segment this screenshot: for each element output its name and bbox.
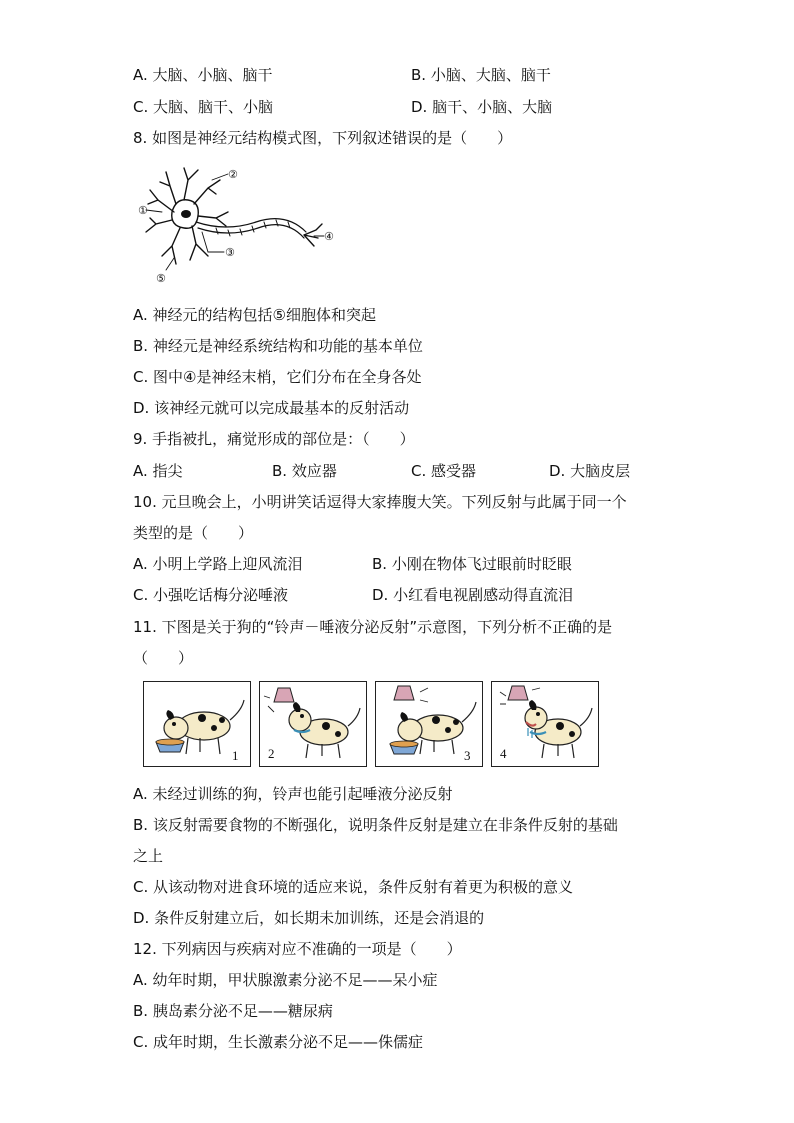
q11-option-c: C. 从该动物对进食环境的适应来说，条件反射有着更为积极的意义 — [133, 878, 574, 896]
q7-option-b: B. 小脑、大脑、脑干 — [411, 66, 551, 84]
neuron-diagram — [136, 160, 346, 285]
q12-option-a: A. 幼年时期，甲状腺激素分泌不足——呆小症 — [133, 971, 438, 989]
q11-option-a: A. 未经过训练的狗，铃声也能引起唾液分泌反射 — [133, 785, 453, 803]
dog-bell-salivating-icon — [492, 682, 598, 766]
panel-number-3: 3 — [464, 748, 471, 763]
neuron-figure — [136, 160, 346, 285]
q9-option-d: D. 大脑皮层 — [549, 462, 631, 480]
label-3: ③ — [225, 246, 235, 259]
panel-number-2: 2 — [268, 746, 275, 761]
q10-option-d: D. 小红看电视剧感动得直流泪 — [372, 586, 574, 604]
q7-option-d: D. 脑干、小脑、大脑 — [411, 98, 553, 116]
q10-stem-line1: 10. 元旦晚会上，小明讲笑话逗得大家捧腹大笑。下列反射与此属于同一个 — [133, 493, 627, 511]
dog-panel-3 — [375, 681, 483, 767]
panel-number-4: 4 — [500, 746, 507, 761]
q8-option-a: A. 神经元的结构包括⑤细胞体和突起 — [133, 306, 376, 324]
q10-option-a: A. 小明上学路上迎风流泪 — [133, 555, 303, 573]
q7-option-a: A. 大脑、小脑、脑干 — [133, 66, 273, 84]
dog-panel-2 — [259, 681, 367, 767]
q8-option-d: D. 该神经元就可以完成最基本的反射活动 — [133, 399, 410, 417]
label-4: ④ — [324, 230, 334, 243]
q11-option-b-continued: 之上 — [133, 847, 164, 865]
q11-option-b: B. 该反射需要食物的不断强化，说明条件反射是建立在非条件反射的基础 — [133, 816, 618, 834]
q11-option-d: D. 条件反射建立后，如长期未加训练，还是会消退的 — [133, 909, 485, 927]
q12-option-b: B. 胰岛素分泌不足——糖尿病 — [133, 1002, 333, 1020]
panel-number-1: 1 — [232, 748, 239, 763]
q10-stem-line2: 类型的是（ ） — [133, 524, 254, 542]
q8-option-c: C. 图中④是神经末梢，它们分布在全身各处 — [133, 368, 422, 386]
q9-option-c: C. 感受器 — [411, 462, 477, 480]
label-5: ⑤ — [156, 272, 166, 285]
q10-option-c: C. 小强吃话梅分泌唾液 — [133, 586, 289, 604]
q11-stem-line2: （ ） — [133, 649, 194, 667]
q9-stem: 9. 手指被扎，痛觉形成的部位是：（ ） — [133, 430, 415, 448]
q12-stem: 12. 下列病因与疾病对应不准确的一项是（ ） — [133, 940, 462, 958]
q8-option-b: B. 神经元是神经系统结构和功能的基本单位 — [133, 337, 423, 355]
dog-panel-4 — [491, 681, 599, 767]
q11-stem-line1: 11. 下图是关于狗的“铃声－唾液分泌反射”示意图，下列分析不正确的是 — [133, 618, 613, 636]
q9-option-b: B. 效应器 — [272, 462, 337, 480]
dog-panel-1 — [143, 681, 251, 767]
dog-bell-icon — [260, 682, 366, 766]
q12-option-c: C. 成年时期，生长激素分泌不足——侏儒症 — [133, 1033, 424, 1051]
q10-option-b: B. 小刚在物体飞过眼前时眨眼 — [372, 555, 572, 573]
label-1: ① — [138, 204, 148, 217]
q7-option-c: C. 大脑、脑干、小脑 — [133, 98, 274, 116]
q9-option-a: A. 指尖 — [133, 462, 183, 480]
label-2: ② — [228, 168, 238, 181]
q8-stem: 8. 如图是神经元结构模式图，下列叙述错误的是（ ） — [133, 129, 513, 147]
